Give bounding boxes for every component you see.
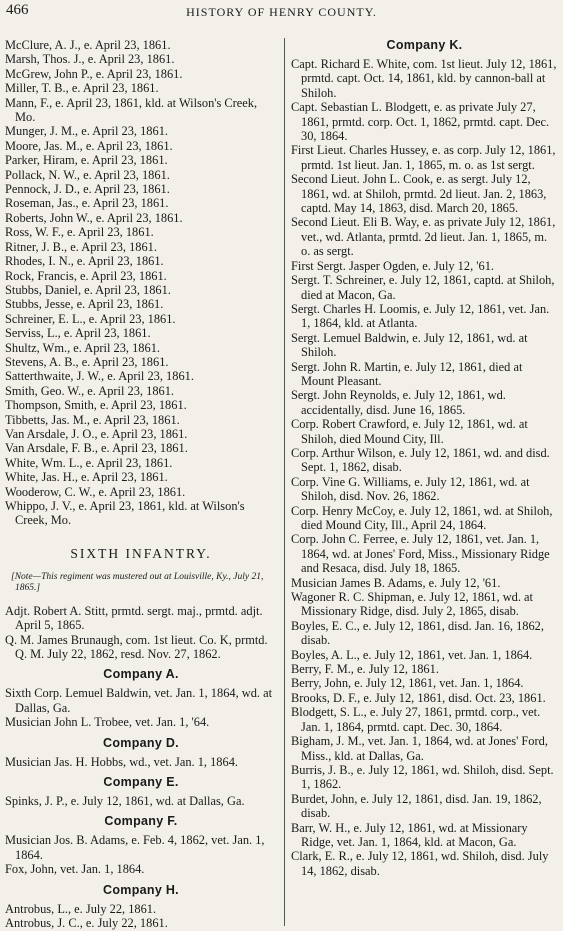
company-a-list — [5, 686, 277, 729]
roster-entry: Spinks, J. P., e. July 12, 1861, wd. at Dallas, Ga. — [5, 794, 245, 809]
roster-entry: Berry, F. M., e. July 12, 1861. — [291, 662, 439, 677]
roster-entry: McGrew, John P., e. April 23, 1861. — [5, 66, 183, 81]
roster-entry: Serviss, L., e. April 23, 1861. — [5, 326, 151, 341]
roster-entry: Schreiner, E. L., e. April 23, 1861. — [5, 311, 176, 326]
roster-list — [5, 38, 277, 528]
roster-entry: Thompson, Smith, e. April 23, 1861. — [5, 398, 187, 413]
roster-entry: First Sergt. Jasper Ogden, e. July 12, '61. — [291, 258, 494, 273]
roster-entry: Fox, John, vet. Jan. 1, 1864. — [5, 862, 145, 877]
roster-entry: Clark, E. R., e. July 12, 1861, wd. Shiloh, disd. July 14, 1862, disab. — [291, 849, 549, 878]
roster-entry: Miller, T. B., e. April 23, 1861. — [5, 81, 159, 96]
roster-entry: Q. M. James Brunaugh, com. 1st lieut. Co. K, prmtd. Q. M. July 22, 1862, resd. Nov. 27, 1862. — [5, 632, 268, 662]
roster-entry: Musician Jos. B. Adams, e. Feb. 4, 1862, vet. Jan. 1, 1864. — [5, 833, 265, 862]
roster-entry: Second Lieut. Eli B. Way, e. as private July 12, 1861, vet., wd. Atlanta, prmtd. 2d lieut. Jan. 1, 1865, m. o. as sergt. — [291, 215, 556, 259]
roster-entry: Tibbetts, Jas. M., e. April 23, 1861. — [5, 412, 180, 427]
roster-entry: Boyles, A. L., e. July 12, 1861, vet. Jan. 1, 1864. — [291, 647, 533, 662]
roster-entry: Burris, J. B., e. July 12, 1861, wd. Shiloh, disd. Sept. 1, 1862. — [291, 762, 554, 792]
column-divider — [284, 38, 285, 926]
roster-entry: Corp. Robert Crawford, e. July 12, 1861, wd. at Shiloh, died Mound City, Ill. — [291, 417, 528, 446]
roster-entry: Van Arsdale, F. B., e. April 23, 1861. — [5, 441, 188, 456]
roster-entry: Stevens, A. B., e. April 23, 1861. — [5, 354, 169, 369]
roster-entry: Bigham, J. M., vet. Jan. 1, 1864, wd. at Jones' Ford, Miss., kld. at Dallas, Ga. — [291, 734, 548, 763]
roster-entry: Musician Jas. H. Hobbs, wd., vet. Jan. 1, 1864. — [5, 754, 238, 769]
company-h-list — [5, 902, 277, 931]
company-k-heading: Company K. — [386, 38, 463, 52]
roster-entry: Brooks, D. F., e. July 12, 1861, disd. Oct. 23, 1861. — [291, 690, 546, 705]
roster-entry: Marsh, Thos. J., e. April 23, 1861. — [5, 52, 175, 67]
roster-entry: Sergt. John R. Martin, e. July 12, 1861, died at Mount Pleasant. — [291, 359, 523, 388]
section-title: SIXTH INFANTRY. — [70, 545, 212, 561]
company-k-list — [291, 57, 558, 878]
roster-entry: Van Arsdale, J. O., e. April 23, 1861. — [5, 426, 188, 441]
roster-entry: Antrobus, L., e. July 22, 1861. — [5, 901, 157, 916]
roster-entry: Berry, John, e. July 12, 1861, vet. Jan. 1, 1864. — [291, 676, 524, 691]
roster-entry: Blodgett, S. L., e. July 27, 1861, prmtd. corp., vet. Jan. 1, 1864, prmtd. capt. Dec. 30, 1864. — [291, 705, 541, 734]
roster-entry: Mann, F., e. April 23, 1861, kld. at Wilson's Creek, Mo. — [5, 95, 258, 125]
roster-entry: Moore, Jas. M., e. April 23, 1861. — [5, 138, 173, 153]
regiment-note: [Note—This regiment was mustered out at Louisville, Ky., July 21, 1865.] — [11, 571, 264, 593]
company-a-heading: Company A. — [103, 667, 179, 682]
staff-list — [5, 604, 277, 662]
roster-entry: Burdet, John, e. July 12, 1861, disd. Jan. 19, 1862, disab. — [291, 791, 542, 821]
roster-entry: Shultz, Wm., e. April 23, 1861. — [5, 340, 160, 355]
roster-entry: Barr, W. H., e. July 12, 1861, wd. at Missionary Ridge, vet. Jan. 1, 1864, kld. at Macon, Ga. — [291, 820, 528, 849]
roster-entry: Corp. Arthur Wilson, e. July 12, 1861, wd. and disd. Sept. 1, 1862, disab. — [291, 445, 550, 475]
roster-entry: Pollack, N. W., e. April 23, 1861. — [5, 167, 170, 182]
roster-entry: Smith, Geo. W., e. April 23, 1861. — [5, 383, 174, 398]
roster-entry: Rock, Francis, e. April 23, 1861. — [5, 268, 167, 283]
running-head: HISTORY OF HENRY COUNTY. — [186, 5, 377, 19]
roster-entry: Roberts, John W., e. April 23, 1861. — [5, 210, 183, 225]
page-header — [0, 2, 563, 22]
roster-entry: Wagoner R. C. Shipman, e. July 12, 1861, wd. at Missionary Ridge, disd. July 2, 1865, disab. — [291, 590, 533, 619]
roster-entry: Parker, Hiram, e. April 23, 1861. — [5, 153, 168, 168]
roster-entry: Adjt. Robert A. Stitt, prmtd. sergt. maj., prmtd. adjt. April 5, 1865. — [5, 603, 263, 633]
roster-entry: Sixth Corp. Lemuel Baldwin, vet. Jan. 1, 1864, wd. at Dallas, Ga. — [5, 686, 273, 715]
roster-entry: Ritner, J. B., e. April 23, 1861. — [5, 239, 157, 254]
company-f-list — [5, 833, 277, 876]
roster-entry: Ross, W. F., e. April 23, 1861. — [5, 225, 154, 240]
left-column — [5, 38, 277, 931]
roster-entry: Sergt. Lemuel Baldwin, e. July 12, 1861, wd. at Shiloh. — [291, 330, 528, 360]
roster-entry: Rhodes, I. N., e. April 23, 1861. — [5, 254, 164, 269]
roster-entry: Corp. John C. Ferree, e. July 12, 1861, vet. Jan. 1, 1864, wd. at Jones' Ford, Miss., Missionary Ridge and Resaca, disd. July 18, 1865. — [291, 532, 550, 576]
page-number: 466 — [6, 2, 29, 18]
company-e-heading: Company E. — [103, 775, 179, 790]
roster-entry: Pennock, J. D., e. April 23, 1861. — [5, 182, 170, 197]
roster-entry: Sergt. John Reynolds, e. July 12, 1861, wd. accidentally, disd. June 16, 1865. — [291, 388, 506, 417]
roster-entry: Antrobus, J. C., e. July 22, 1861. — [5, 916, 168, 931]
roster-entry: Satterthwaite, J. W., e. April 23, 1861. — [5, 369, 194, 384]
roster-entry: Musician James B. Adams, e. July 12, '61. — [291, 575, 501, 590]
roster-entry: McClure, A. J., e. April 23, 1861. — [5, 38, 171, 52]
roster-entry: Corp. Vine G. Williams, e. July 12, 1861, wd. at Shiloh, disd. Nov. 26, 1862. — [291, 474, 530, 504]
roster-entry: White, Jas. H., e. April 23, 1861. — [5, 470, 168, 485]
company-d-list — [5, 755, 277, 769]
roster-entry: Stubbs, Daniel, e. April 23, 1861. — [5, 282, 171, 297]
roster-entry: Boyles, E. C., e. July 12, 1861, disd. Jan. 16, 1862, disab. — [291, 618, 544, 648]
roster-entry: Wooderow, C. W., e. April 23, 1861. — [5, 484, 186, 499]
roster-entry: Corp. Henry McCoy, e. July 12, 1861, wd. at Shiloh, died Mound City, Ill., April 24, 1864. — [291, 503, 553, 532]
roster-entry: Second Lieut. John L. Cook, e. as sergt. July 12, 1861, wd. at Shiloh, prmtd. 2d lieut. Jan. 2, 1863, captd. May 14, 1863, disd. March 20, 1865. — [291, 172, 547, 216]
right-column — [291, 38, 558, 878]
roster-entry: Capt. Sebastian L. Blodgett, e. as private July 27, 1861, prmtd. corp. Oct. 1, 1862, prmtd. capt. Dec. 30, 1864. — [291, 100, 550, 144]
roster-entry: Whippo, J. V., e. April 23, 1861, kld. at Wilson's Creek, Mo. — [5, 499, 245, 528]
company-f-heading: Company F. — [104, 814, 178, 829]
roster-entry: Sergt. T. Schreiner, e. July 12, 1861, captd. at Shiloh, died at Macon, Ga. — [291, 273, 555, 302]
company-h-heading: Company H. — [103, 882, 179, 897]
company-e-list — [5, 794, 277, 808]
roster-entry: Roseman, Jas., e. April 23, 1861. — [5, 196, 169, 211]
company-d-heading: Company D. — [103, 735, 179, 750]
roster-entry: First Lieut. Charles Hussey, e. as corp. July 12, 1861, prmtd. 1st lieut. Jan. 1, 1865, m. o. as 1st sergt. — [291, 143, 556, 172]
roster-entry: Munger, J. M., e. April 23, 1861. — [5, 124, 168, 139]
roster-entry: Stubbs, Jesse, e. April 23, 1861. — [5, 297, 164, 312]
roster-entry: Sergt. Charles H. Loomis, e. July 12, 1861, vet. Jan. 1, 1864, kld. at Atlanta. — [291, 301, 550, 331]
roster-entry: White, Wm. L., e. April 23, 1861. — [5, 455, 173, 470]
roster-entry: Musician John L. Trobee, vet. Jan. 1, '64. — [5, 715, 210, 730]
roster-entry: Capt. Richard E. White, com. 1st lieut. July 12, 1861, prmtd. capt. Oct. 14, 1861, kld. by cannon-ball at Shiloh. — [291, 57, 557, 100]
